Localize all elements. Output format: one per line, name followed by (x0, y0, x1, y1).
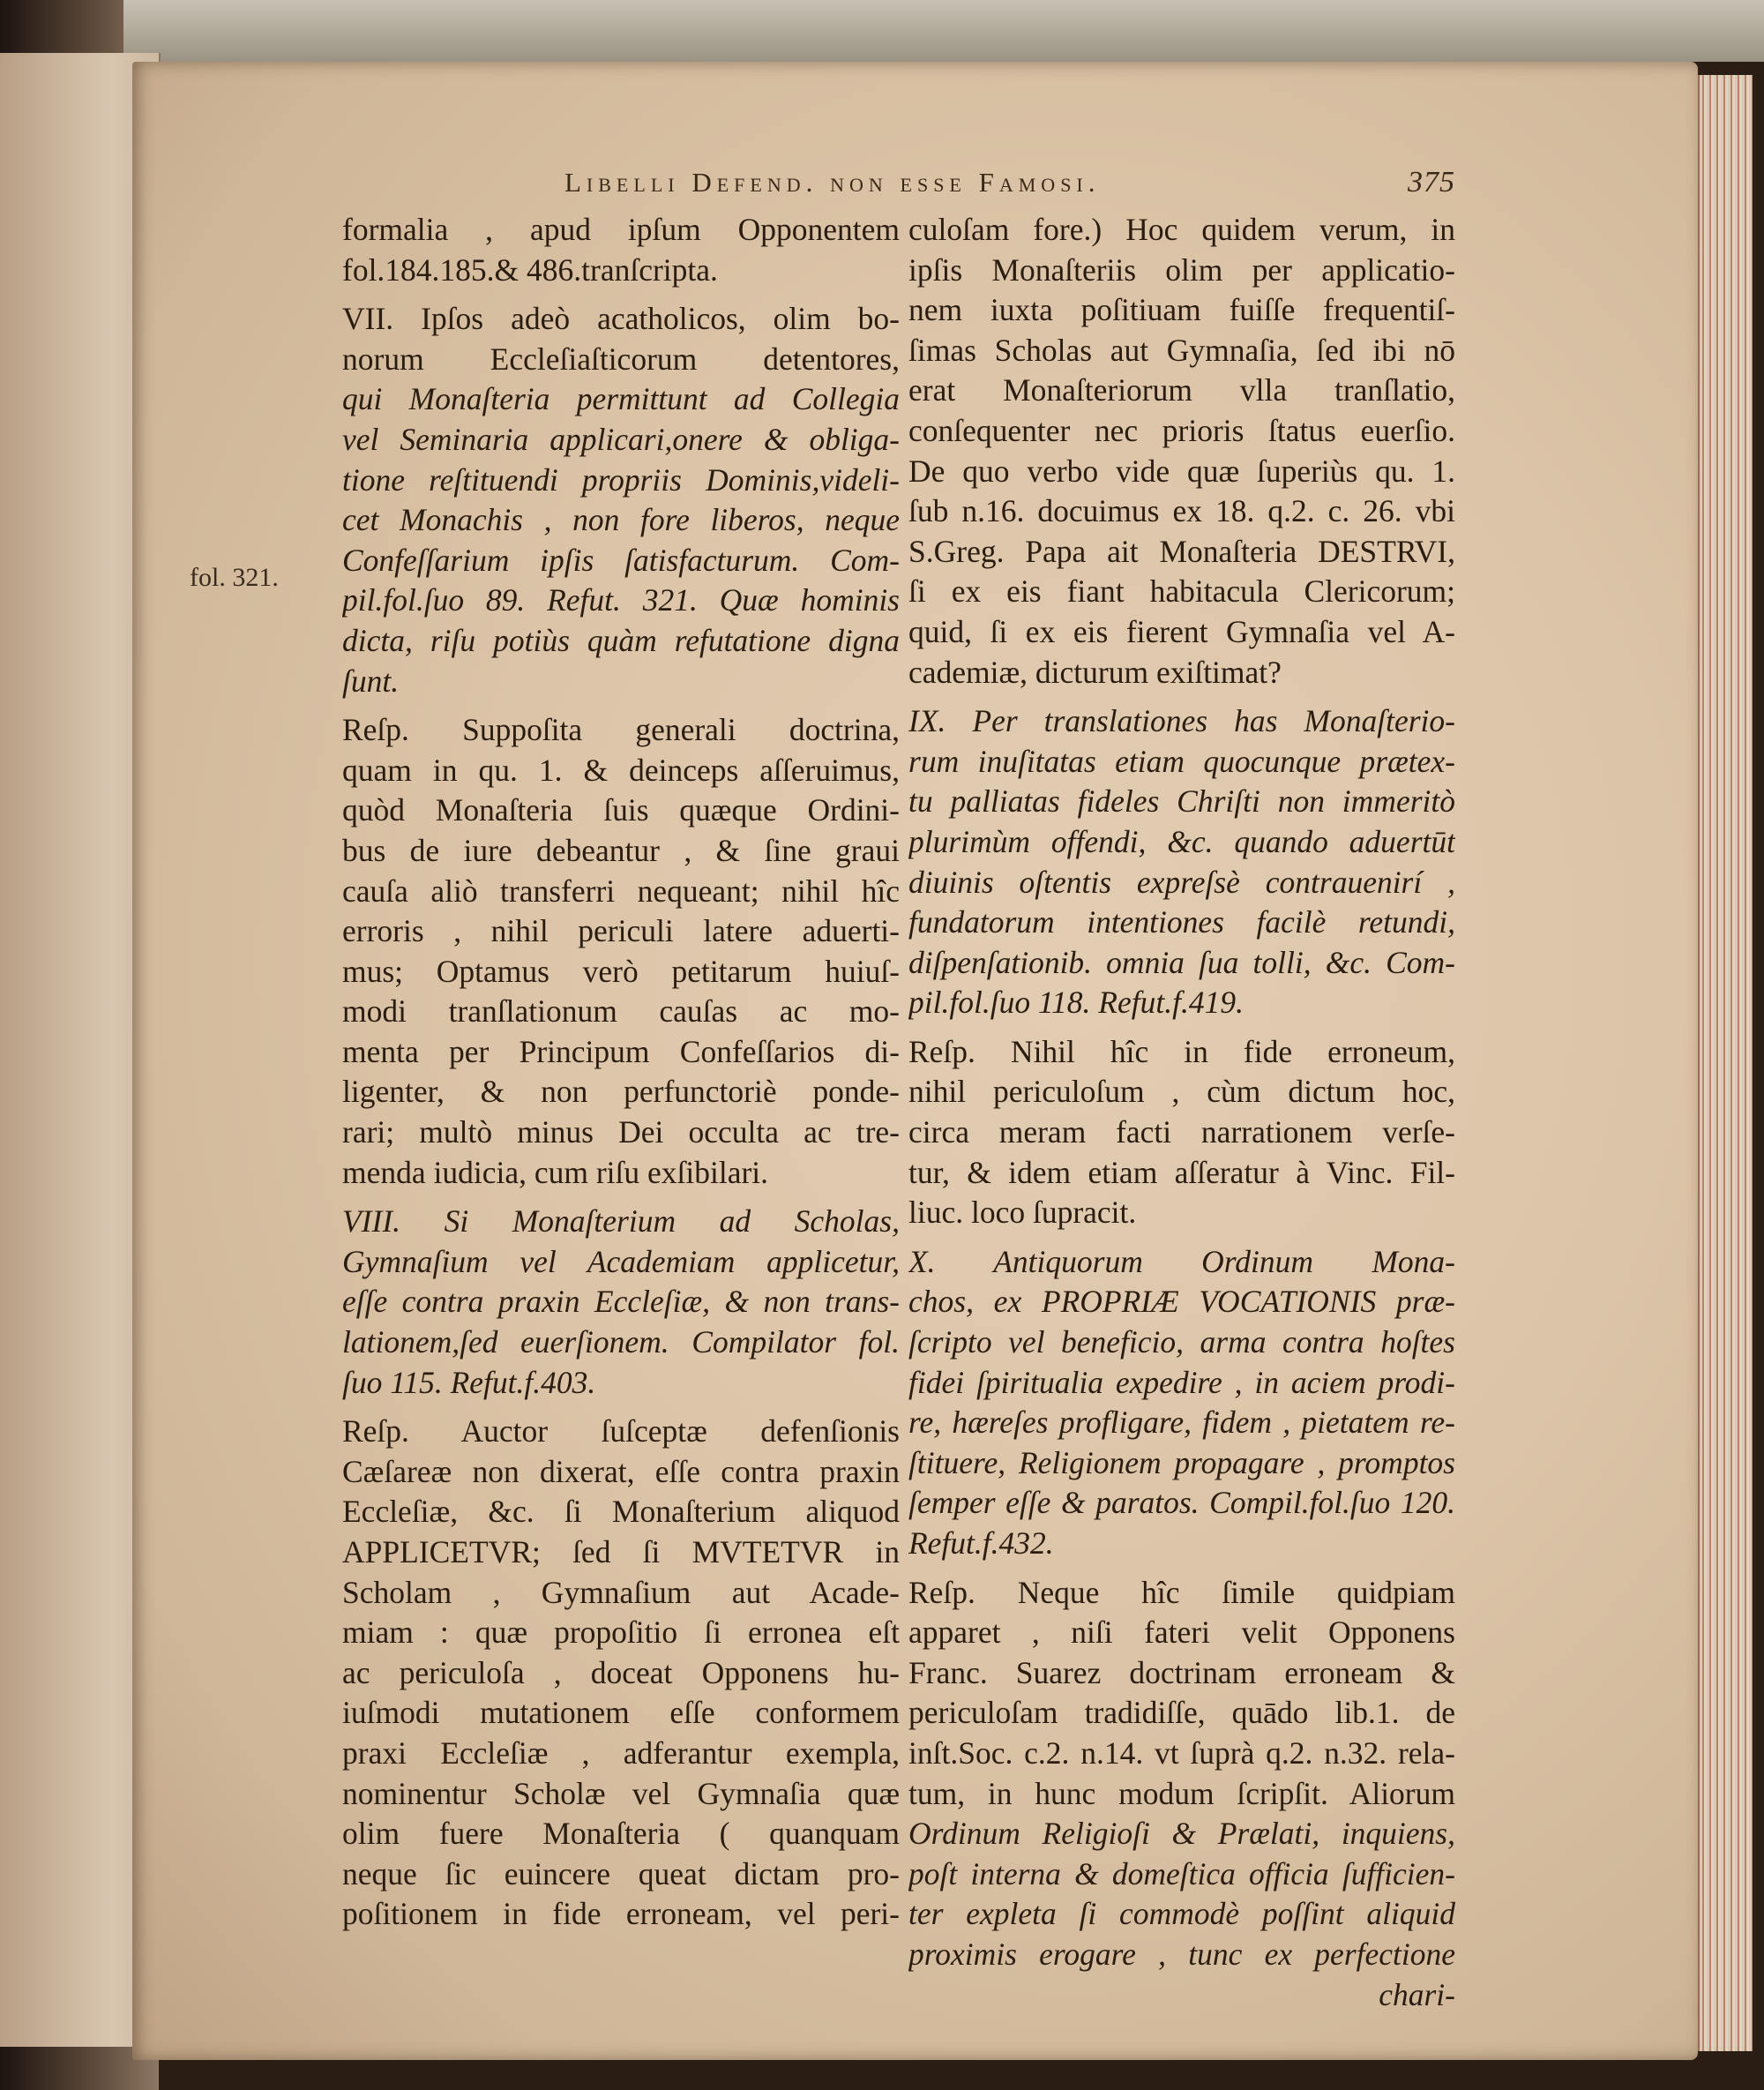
text-line: tione reſtituendi propriis Dominis,videli- (342, 461, 900, 498)
text-line: diuinis oſtentis expreſsè contrauenirí , (908, 864, 1455, 900)
text-line: VIII. Si Monaſterium ad Scholas, (342, 1203, 900, 1240)
text-line: tum, in hunc modum ſcripſit. Aliorum (908, 1775, 1455, 1811)
text-line: bus de iure debeantur , & ſine graui (342, 832, 900, 868)
text-line: Gymnaſium vel Academiam applicetur, (342, 1243, 900, 1279)
text-line: culoſam fore.) Hoc quidem verum, in (908, 212, 1455, 247)
text-line: erroris , nihil periculi latere aduerti- (342, 913, 900, 949)
text-line: Reſp. Auctor ſuſceptæ defenſionis (342, 1413, 900, 1450)
text-line: mus; Optamus verò petitarum huiuſ- (342, 953, 900, 989)
text-line: poſt interna & domeſtica officia ſufficien- (908, 1855, 1455, 1891)
text-line: fundatorum intentiones facilè retundi, (908, 904, 1455, 940)
text-line: menta per Principum Confeſſarios di- (342, 1033, 900, 1069)
text-line: ſub n.16. docuimus ex 18. q.2. c. 26. vbi (908, 493, 1455, 529)
text-line: quòd Monaſteria ſuis quæque Ordini- (342, 792, 900, 828)
text-line: formalia , apud ipſum Opponentem (342, 212, 900, 247)
left-text-column (342, 210, 900, 1935)
text-line: Cæſareæ non dixerat, eſſe contra praxin (342, 1453, 900, 1489)
text-line: fidei ſpiritualia expedire , in aciem prodi- (908, 1364, 1455, 1400)
text-line: S.Greg. Papa ait Monaſteria DESTRVI, (908, 533, 1455, 569)
paragraph-gap (342, 701, 900, 710)
catchword: chari- (1379, 1976, 1455, 2012)
paragraph-gap (342, 1403, 900, 1412)
page-stack-edge (1698, 75, 1753, 2051)
text-line: quid, ſi ex eis fierent Gymnaſia vel A- (908, 613, 1455, 649)
text-line: vel Seminaria applicari,onere & obliga- (342, 421, 900, 457)
text-line: erat Monaſteriorum vlla tranſlatio, (908, 372, 1455, 408)
text-line: Eccleſiæ, &c. ſi Monaſterium aliquod (342, 1494, 900, 1530)
text-line: eſſe contra praxin Eccleſiæ, & non trans- (342, 1284, 900, 1320)
text-line: chos, ex PROPRIÆ VOCATIONIS præ- (908, 1284, 1455, 1320)
text-line: lationem,ſed euerſionem. Compilator fol. (342, 1324, 900, 1360)
text-line: qui Monaſteria permittunt ad Collegia (342, 381, 900, 417)
text-line: tur, & idem etiam aſſeratur à Vinc. Fil- (908, 1154, 1455, 1190)
text-line: Refut.f.432. (908, 1525, 1054, 1561)
text-line: ter expleta ſi commodè poſſint aliquid (908, 1896, 1455, 1932)
book-top-edge (123, 0, 1764, 62)
text-line: cademiæ, dicturum exiſtimat? (908, 654, 1282, 690)
text-line: liuc. loco ſupracit. (908, 1195, 1137, 1231)
text-line: neque ſic euincere queat dictam pro- (342, 1855, 900, 1891)
paragraph-gap (908, 1233, 1455, 1242)
text-line: diſpenſationib. omnia ſua tolli, &c. Com- (908, 944, 1455, 980)
text-line: proximis erogare , tunc ex perfectione (908, 1936, 1455, 1972)
text-line: miam : quæ propoſitio ſi erronea eſt (342, 1614, 900, 1651)
text-line: cet Monachis , non fore liberos, neque (342, 502, 900, 538)
text-line: poſitionem in fide erroneam, vel peri- (342, 1896, 900, 1932)
paragraph-gap (342, 1193, 900, 1202)
running-head-title: Libelli Defend. non esse Famosi. (564, 167, 1101, 198)
text-line: rari; multò minus Dei occulta ac tre- (342, 1114, 900, 1150)
paragraph-gap (908, 1023, 1455, 1032)
text-line: inſt.Soc. c.2. n.14. vt ſuprà q.2. n.32. rela- (908, 1734, 1455, 1771)
text-line: olim fuere Monaſteria ( quanquam (342, 1816, 900, 1852)
text-line: periculoſam tradidiſſe, quādo lib.1. de (908, 1695, 1455, 1731)
text-line: fol.184.185.& 486.tranſcripta. (342, 251, 718, 288)
text-line: Ordinum Religioſi & Prælati, inquiens, (908, 1816, 1455, 1852)
text-line: ſcripto vel beneficio, arma contra hoſtes (908, 1324, 1455, 1360)
page-number: 375 (1408, 166, 1455, 199)
text-line: ipſis Monaſteriis olim per applicatio- (908, 251, 1455, 288)
text-line: ligenter, & non perfunctoriè ponde- (342, 1074, 900, 1110)
text-line: iuſmodi mutationem eſſe conformem (342, 1695, 900, 1731)
text-line: modi tranſlationum cauſas ac mo- (342, 993, 900, 1030)
text-line: praxi Eccleſiæ , adferantur exempla, (342, 1734, 900, 1771)
text-line: nihil periculoſum , cùm dictum hoc, (908, 1074, 1455, 1110)
running-head (564, 166, 1455, 199)
text-line: Reſp. Nihil hîc in fide erroneum, (908, 1033, 1455, 1069)
text-line: ac periculoſa , doceat Opponens hu- (342, 1654, 900, 1690)
text-line: apparet , niſi fateri velit Opponens (908, 1614, 1455, 1651)
text-line: ſemper eſſe & paratos. Compil.fol.ſuo 120. (908, 1485, 1455, 1521)
text-line: menda iudicia, cum riſu exſibilari. (342, 1154, 769, 1190)
text-line: quam in qu. 1. & deinceps aſſeruimus, (342, 752, 900, 788)
text-line: IX. Per translationes has Monaſterio- (908, 703, 1455, 739)
text-line: nominentur Scholæ vel Gymnaſia quæ (342, 1775, 900, 1811)
text-line: ſtituere, Religionem propagare , promptos (908, 1444, 1455, 1480)
text-line: ſunt. (342, 663, 400, 699)
text-line: APPLICETVR; ſed ſi MVTETVR in (342, 1534, 900, 1569)
text-line: ſimas Scholas aut Gymnaſia, ſed ibi nō (908, 332, 1455, 368)
text-line: Confeſſarium ipſis ſatisfacturum. Com- (342, 542, 900, 578)
text-line: Reſp. Suppoſita generali doctrina, (342, 712, 900, 748)
text-line: nem iuxta poſitiuam fuiſſe frequentiſ- (908, 292, 1455, 328)
text-line: Reſp. Neque hîc ſimile quidpiam (908, 1574, 1455, 1610)
text-line: ſi ex eis fiant habitacula Clericorum; (908, 573, 1455, 610)
text-line: cauſa aliò transferri nequeant; nihil hîc (342, 873, 900, 909)
text-line: pil.fol.ſuo 118. Refut.f.419. (908, 985, 1244, 1021)
text-line: ſuo 115. Refut.f.403. (342, 1364, 596, 1400)
text-line: plurimùm offendi, &c. quando aduertūt (908, 823, 1455, 859)
text-line: conſequenter nec prioris ſtatus euerſio. (908, 412, 1455, 448)
text-line: VII. Ipſos adeò acatholicos, olim bo- (342, 301, 900, 337)
text-line: circa meram facti narrationem verſe- (908, 1114, 1455, 1150)
text-line: dicta, riſu potiùs quàm refutatione digna (342, 622, 900, 658)
text-line: pil.fol.ſuo 89. Refut. 321. Quæ hominis (342, 582, 900, 618)
paragraph-gap (342, 290, 900, 299)
text-line: norum Eccleſiaſticorum detentores, (342, 341, 900, 377)
text-line: Scholam , Gymnaſium aut Acade- (342, 1574, 900, 1610)
text-line: X. Antiquorum Ordinum Mona- (908, 1243, 1455, 1279)
text-line: rum inuſitatas etiam quocunque prætex- (908, 743, 1455, 779)
text-line: Franc. Suarez doctrinam erroneam & (908, 1654, 1455, 1690)
text-line: tu palliatas fideles Chriſti non immeritò (908, 783, 1455, 820)
text-line: De quo verbo vide quæ ſuperiùs qu. 1. (908, 453, 1455, 489)
right-text-column (908, 210, 1455, 2015)
margin-note: fol. 321. (190, 563, 279, 592)
paragraph-gap (908, 693, 1455, 701)
text-line: re, hæreſes profligare, fidem , pietatem re- (908, 1405, 1455, 1441)
paragraph-gap (908, 1564, 1455, 1573)
